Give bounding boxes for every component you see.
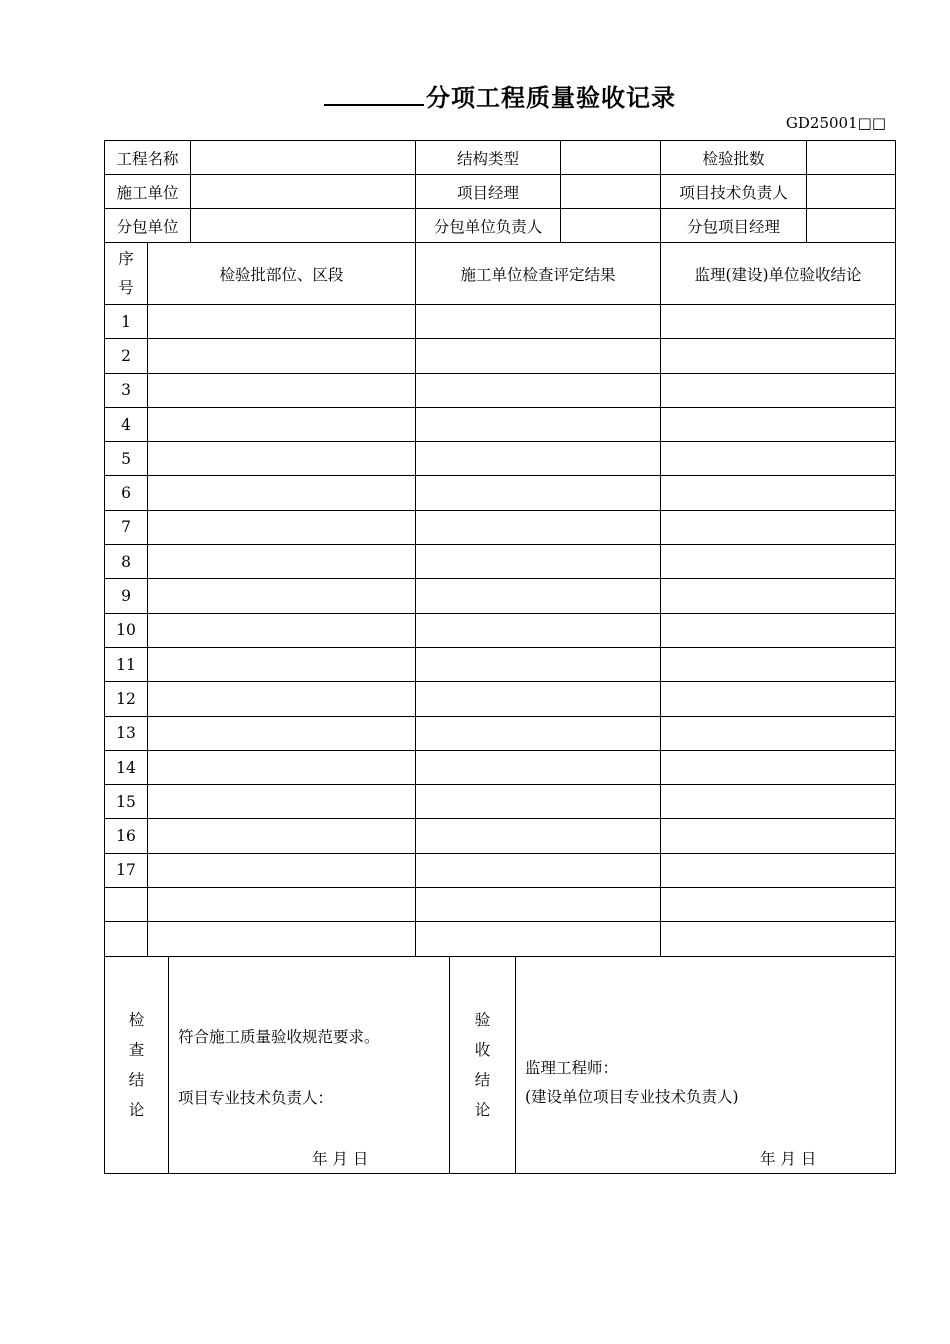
row-supervisor-cell[interactable]: [661, 339, 896, 373]
row-supervisor-cell[interactable]: [661, 579, 896, 613]
row-location-cell[interactable]: [148, 545, 416, 579]
row-location-cell[interactable]: [148, 716, 416, 750]
table-row: [105, 785, 896, 819]
row-seq: 2: [105, 339, 148, 373]
row-seq: 17: [105, 853, 148, 887]
field-project-name[interactable]: [191, 141, 416, 175]
row-supervisor-cell[interactable]: [661, 305, 896, 339]
row-supervisor-cell[interactable]: [661, 750, 896, 784]
row-contractor-cell[interactable]: [416, 750, 661, 784]
field-construction-unit[interactable]: [191, 175, 416, 209]
row-contractor-cell[interactable]: [416, 510, 661, 544]
label-tech-lead: 项目技术负责人: [661, 175, 807, 209]
row-location-cell[interactable]: [148, 922, 416, 956]
row-supervisor-cell[interactable]: [661, 647, 896, 681]
row-seq: [105, 922, 148, 956]
row-supervisor-cell[interactable]: [661, 922, 896, 956]
inspection-statement: 符合施工质量验收规范要求。: [178, 1028, 380, 1046]
row-contractor-cell[interactable]: [416, 339, 661, 373]
title-blank-line: [324, 84, 424, 106]
acceptance-signer-supervisor: 监理工程师：: [525, 1059, 619, 1077]
table-row: [105, 647, 896, 681]
label-batch-count: 检验批数: [661, 141, 807, 175]
field-tech-lead[interactable]: [807, 175, 896, 209]
row-seq: 15: [105, 785, 148, 819]
row-supervisor-cell[interactable]: [661, 545, 896, 579]
row-supervisor-cell[interactable]: [661, 819, 896, 853]
field-subcontract-lead[interactable]: [561, 209, 661, 243]
row-seq: 13: [105, 716, 148, 750]
row-supervisor-cell[interactable]: [661, 682, 896, 716]
col-location-header: 检验批部位、区段: [148, 243, 416, 305]
header-info-table: [104, 140, 896, 243]
row-contractor-cell[interactable]: [416, 647, 661, 681]
label-project-name: 工程名称: [105, 141, 191, 175]
row-location-cell[interactable]: [148, 888, 416, 922]
label-subcontract-lead: 分包单位负责人: [416, 209, 561, 243]
row-supervisor-cell[interactable]: [661, 888, 896, 922]
title-text: 分项工程质量验收记录: [426, 83, 676, 112]
row-seq: 12: [105, 682, 148, 716]
table-row: [105, 305, 896, 339]
acceptance-label: 验 收 结 论: [450, 957, 516, 1174]
row-contractor-cell[interactable]: [416, 716, 661, 750]
row-location-cell[interactable]: [148, 510, 416, 544]
table-row: [105, 510, 896, 544]
col-supervisor-header: 监理(建设)单位验收结论: [661, 243, 896, 305]
row-location-cell[interactable]: [148, 613, 416, 647]
table-row: [105, 339, 896, 373]
row-contractor-cell[interactable]: [416, 476, 661, 510]
row-supervisor-cell[interactable]: [661, 613, 896, 647]
label-structure-type: 结构类型: [416, 141, 561, 175]
row-seq: 4: [105, 407, 148, 441]
row-contractor-cell[interactable]: [416, 682, 661, 716]
table-row: [105, 819, 896, 853]
label-project-manager: 项目经理: [416, 175, 561, 209]
row-supervisor-cell[interactable]: [661, 510, 896, 544]
row-seq: 10: [105, 613, 148, 647]
row-seq: [105, 888, 148, 922]
row-location-cell[interactable]: [148, 682, 416, 716]
table-row: [105, 545, 896, 579]
inspection-signer: 项目专业技术负责人：: [178, 1089, 334, 1107]
table-row: [105, 373, 896, 407]
row-location-cell[interactable]: [148, 442, 416, 476]
row-supervisor-cell[interactable]: [661, 407, 896, 441]
row-location-cell[interactable]: [148, 305, 416, 339]
row-contractor-cell[interactable]: [416, 407, 661, 441]
table-row: [105, 716, 896, 750]
row-seq: 1: [105, 305, 148, 339]
table-row: [105, 442, 896, 476]
col-contractor-header: 施工单位检查评定结果: [416, 243, 661, 305]
row-contractor-cell[interactable]: [416, 819, 661, 853]
row-contractor-cell[interactable]: [416, 545, 661, 579]
table-row: [105, 613, 896, 647]
row-contractor-cell[interactable]: [416, 613, 661, 647]
row-seq: 11: [105, 647, 148, 681]
table-row: [105, 407, 896, 441]
table-row: [105, 476, 896, 510]
label-subcontract-manager: 分包项目经理: [661, 209, 807, 243]
col-seq-top: 序: [118, 249, 134, 268]
label-subcontract-unit: 分包单位: [105, 209, 191, 243]
row-location-cell[interactable]: [148, 476, 416, 510]
row-seq: 6: [105, 476, 148, 510]
row-location-cell[interactable]: [148, 407, 416, 441]
row-seq: 9: [105, 579, 148, 613]
row-supervisor-cell[interactable]: [661, 373, 896, 407]
inspection-content[interactable]: [169, 957, 450, 1174]
row-seq: 3: [105, 373, 148, 407]
row-contractor-cell[interactable]: [416, 373, 661, 407]
row-seq: 8: [105, 545, 148, 579]
acceptance-date: 年 月 日: [760, 1150, 817, 1168]
record-table: [104, 242, 896, 957]
acceptance-content[interactable]: [516, 957, 896, 1174]
row-supervisor-cell[interactable]: [661, 476, 896, 510]
record-rows: [105, 305, 896, 957]
row-contractor-cell[interactable]: [416, 888, 661, 922]
table-row: [105, 579, 896, 613]
row-location-cell[interactable]: [148, 373, 416, 407]
row-location-cell[interactable]: [148, 819, 416, 853]
field-subcontract-manager[interactable]: [807, 209, 896, 243]
row-location-cell[interactable]: [148, 339, 416, 373]
table-row: [105, 888, 896, 922]
form-code: GD25001□□: [785, 114, 886, 132]
conclusion-table: [104, 956, 896, 1174]
row-contractor-cell[interactable]: [416, 785, 661, 819]
row-location-cell[interactable]: [148, 579, 416, 613]
acceptance-signer-owner: (建设单位项目专业技术负责人): [525, 1088, 739, 1106]
field-batch-count[interactable]: [807, 141, 896, 175]
row-supervisor-cell[interactable]: [661, 853, 896, 887]
field-project-manager[interactable]: [561, 175, 661, 209]
table-row: [105, 853, 896, 887]
field-structure-type[interactable]: [561, 141, 661, 175]
field-subcontract-unit[interactable]: [191, 209, 416, 243]
row-supervisor-cell[interactable]: [661, 716, 896, 750]
row-seq: 7: [105, 510, 148, 544]
row-contractor-cell[interactable]: [416, 922, 661, 956]
col-seq-header: [105, 243, 148, 305]
row-location-cell[interactable]: [148, 647, 416, 681]
row-supervisor-cell[interactable]: [661, 442, 896, 476]
form-title: [0, 78, 950, 113]
row-contractor-cell[interactable]: [416, 853, 661, 887]
label-construction-unit: 施工单位: [105, 175, 191, 209]
row-location-cell[interactable]: [148, 853, 416, 887]
inspection-date: 年 月 日: [312, 1150, 369, 1168]
row-contractor-cell[interactable]: [416, 442, 661, 476]
row-contractor-cell[interactable]: [416, 305, 661, 339]
inspection-label: 检 查 结 论: [105, 957, 169, 1174]
col-seq-bottom: 号: [118, 278, 134, 297]
table-row: [105, 922, 896, 956]
row-seq: 5: [105, 442, 148, 476]
row-location-cell[interactable]: [148, 785, 416, 819]
row-seq: 16: [105, 819, 148, 853]
row-seq: 14: [105, 750, 148, 784]
table-row: [105, 682, 896, 716]
row-location-cell[interactable]: [148, 750, 416, 784]
row-contractor-cell[interactable]: [416, 579, 661, 613]
table-row: [105, 750, 896, 784]
row-supervisor-cell[interactable]: [661, 785, 896, 819]
